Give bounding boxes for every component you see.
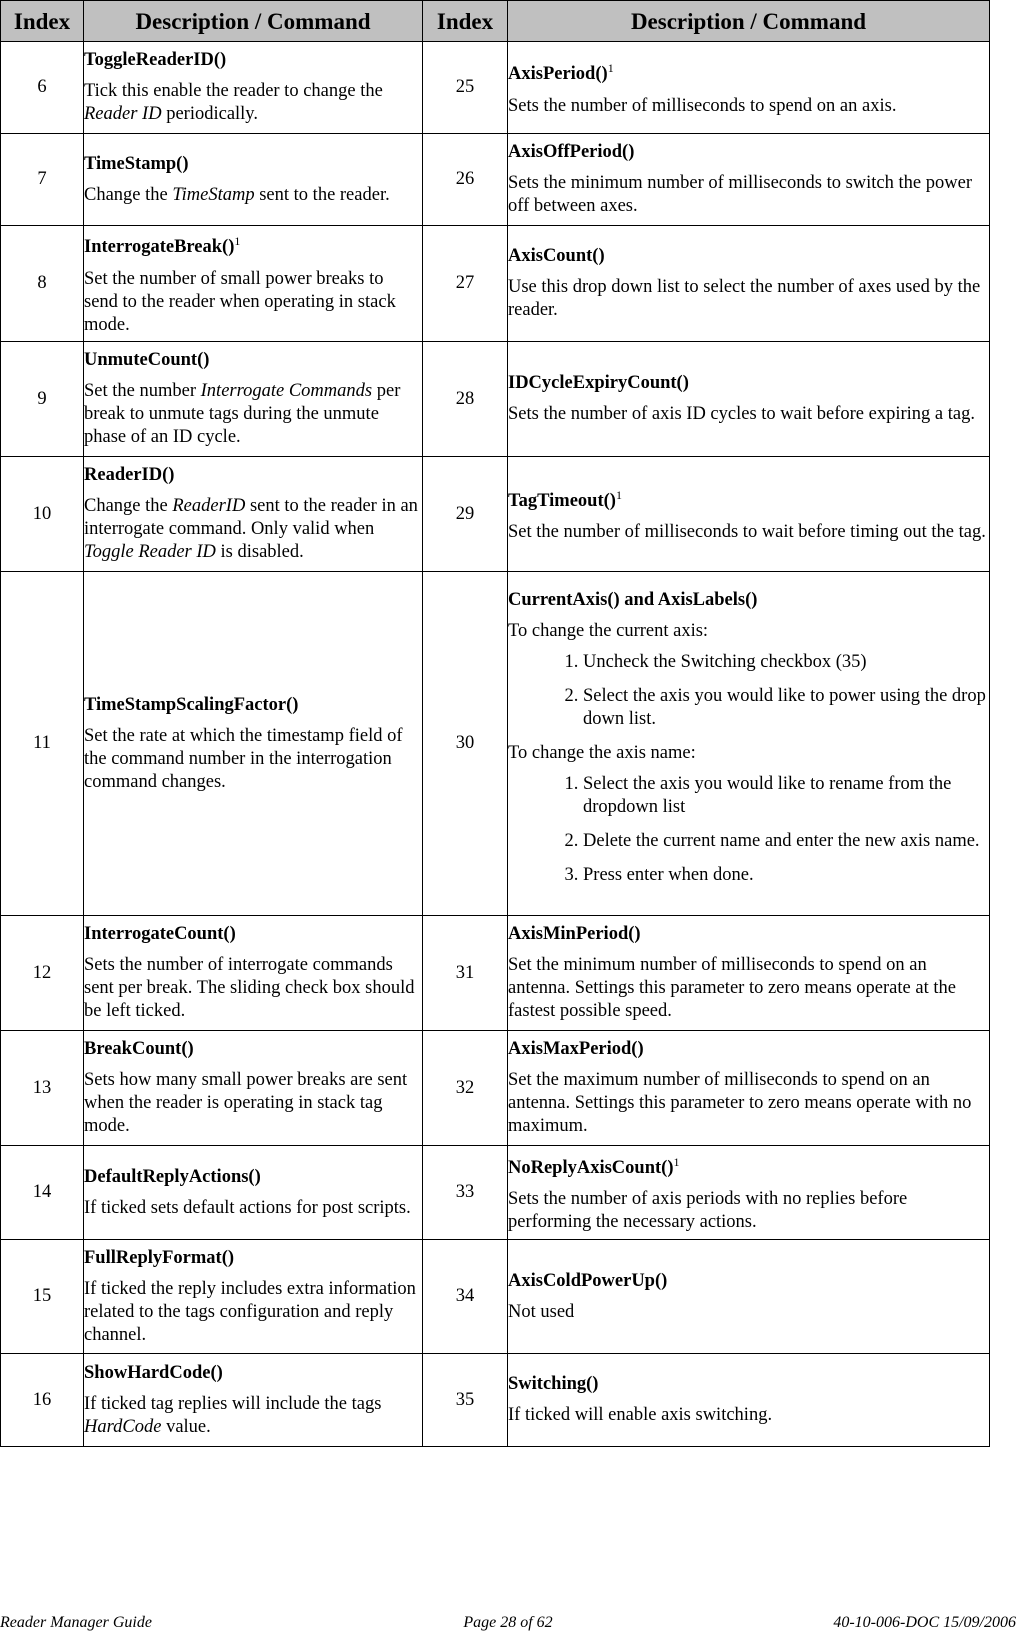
- list-item: 3. Press enter when done.: [583, 864, 989, 887]
- table-row: [1, 226, 990, 342]
- command-text: Set the number of small power breaks to send to the reader when operating in stack mode.: [84, 268, 396, 335]
- index-cell: 10: [1, 457, 84, 572]
- list-item: 1. Uncheck the Switching checkbox (35): [583, 651, 989, 674]
- command-text: Set the number of milliseconds to wait before timing out the tag.: [508, 522, 986, 543]
- command-text: Change the TimeStamp sent to the reader.: [84, 184, 390, 205]
- description-cell: [84, 1354, 423, 1447]
- command-name: ReaderID(): [84, 465, 175, 485]
- header-index-left: Index: [1, 1, 84, 42]
- description-cell: [508, 572, 990, 916]
- command-name: AxisColdPowerUp(): [508, 1270, 668, 1291]
- command-text: Set the minimum number of milliseconds to spend on an antenna. Settings this parameter to zero means operate at the fastest possible speed.: [508, 955, 956, 1021]
- index-cell: 16: [1, 1354, 84, 1447]
- description-cell: [84, 572, 423, 916]
- axis-intro-name: To change the axis name:: [508, 743, 696, 763]
- footer-doc-id: 40-10-006-DOC 15/09/2006: [833, 1614, 1016, 1631]
- table-row: [1, 342, 990, 457]
- footnote-marker: 1: [673, 1154, 680, 1169]
- table-row: [1, 42, 990, 134]
- command-text: If ticked the reply includes extra information related to the tags configuration and reply channel.: [84, 1278, 416, 1345]
- table-row: [1, 916, 990, 1031]
- index-cell: 34: [423, 1240, 508, 1354]
- index-cell: 33: [423, 1146, 508, 1240]
- command-name: ShowHardCode(): [84, 1362, 223, 1383]
- command-name: BreakCount(): [84, 1039, 194, 1059]
- command-name: TagTimeout()$^1$: [508, 487, 622, 512]
- footnote-marker: 1: [607, 61, 614, 76]
- index-cell: 6: [1, 42, 84, 134]
- command-text: Set the number Interrogate Commands per break to unmute tags during the unmute phase of an ID cycle.: [84, 381, 401, 447]
- table-row: [1, 572, 990, 916]
- command-name: AxisPeriod()$^1$: [508, 61, 614, 85]
- command-name: ToggleReaderID(): [84, 50, 227, 70]
- index-cell: 25: [423, 42, 508, 134]
- header-desc-left: Description / Command: [84, 1, 423, 42]
- index-cell: 13: [1, 1031, 84, 1146]
- command-name: AxisCount(): [508, 246, 605, 266]
- table-row: [1, 1031, 990, 1146]
- command-name: AxisOffPeriod(): [508, 142, 635, 162]
- list-item: 1. Select the axis you would like to rename from the dropdown list: [583, 773, 989, 819]
- axis-steps-name: [508, 773, 989, 887]
- command-text: Not used: [508, 1301, 575, 1322]
- command-text: Sets the number of milliseconds to spend on an axis.: [508, 95, 897, 116]
- command-text: Tick this enable the reader to change the Reader ID periodically.: [84, 81, 383, 124]
- footnote-marker: 1: [615, 487, 622, 502]
- command-name: UnmuteCount(): [84, 350, 210, 370]
- description-cell: [508, 1031, 990, 1146]
- command-name: InterrogateBreak()$^1$: [84, 234, 241, 258]
- description-cell: [84, 916, 423, 1031]
- description-cell: [508, 457, 990, 572]
- footer-page-number: Page 28 of 62: [463, 1614, 553, 1631]
- index-cell: 15: [1, 1240, 84, 1354]
- command-name: AxisMaxPeriod(): [508, 1039, 644, 1059]
- index-cell: 30: [423, 572, 508, 916]
- description-cell: [508, 226, 990, 342]
- list-item: 2. Delete the current name and enter the new axis name.: [583, 830, 989, 853]
- description-cell: [84, 226, 423, 342]
- index-cell: 35: [423, 1354, 508, 1447]
- description-cell: [84, 42, 423, 134]
- command-text: Sets the number of axis ID cycles to wait before expiring a tag.: [508, 404, 975, 424]
- table-row: [1, 457, 990, 572]
- description-cell: [508, 1240, 990, 1354]
- command-text: Use this drop down list to select the number of axes used by the reader.: [508, 277, 981, 320]
- table-row: [1, 1354, 990, 1447]
- description-cell: [508, 42, 990, 134]
- command-name: IDCycleExpiryCount(): [508, 373, 689, 393]
- axis-steps-current: [508, 651, 989, 731]
- axis-intro-current: To change the current axis:: [508, 621, 709, 641]
- command-name: AxisMinPeriod(): [508, 924, 641, 944]
- index-cell: 28: [423, 342, 508, 457]
- command-name: TimeStampScalingFactor(): [84, 694, 299, 715]
- command-name: TimeStamp(): [84, 153, 189, 174]
- description-cell: [84, 1031, 423, 1146]
- description-cell: [508, 916, 990, 1031]
- description-cell: [84, 1240, 423, 1354]
- index-cell: 11: [1, 572, 84, 916]
- list-item: 2. Select the axis you would like to power using the drop down list.: [583, 685, 989, 731]
- index-cell: 8: [1, 226, 84, 342]
- header-index-right: Index: [423, 1, 508, 42]
- command-text: Sets the number of axis periods with no replies before performing the necessary actions.: [508, 1189, 908, 1233]
- command-name: DefaultReplyActions(): [84, 1166, 261, 1187]
- description-cell: [84, 457, 423, 572]
- index-cell: 12: [1, 916, 84, 1031]
- footnote-marker: 1: [234, 234, 241, 249]
- command-text: If ticked tag replies will include the tags HardCode value.: [84, 1393, 382, 1437]
- description-cell: [84, 342, 423, 457]
- table-header-row: [1, 1, 990, 42]
- command-text: Sets the number of interrogate commands sent per break. The sliding check box should be left ticked.: [84, 955, 415, 1021]
- command-name: Switching(): [508, 1374, 599, 1394]
- table-row: [1, 1240, 990, 1354]
- index-cell: 29: [423, 457, 508, 572]
- command-text: If ticked will enable axis switching.: [508, 1405, 773, 1425]
- command-text: Set the rate at which the timestamp field of the command number in the interrogation command changes.: [84, 725, 403, 792]
- description-cell: [508, 342, 990, 457]
- command-text: Sets the minimum number of milliseconds to switch the power off between axes.: [508, 173, 972, 216]
- description-cell: [84, 1146, 423, 1240]
- command-text: Change the ReaderID sent to the reader in an interrogate command. Only valid when Toggle Reader ID is disabled.: [84, 496, 418, 562]
- table-row: [1, 134, 990, 226]
- description-cell: [508, 134, 990, 226]
- command-name: FullReplyFormat(): [84, 1247, 235, 1268]
- description-cell: [84, 134, 423, 226]
- table-row: [1, 1146, 990, 1240]
- index-cell: 7: [1, 134, 84, 226]
- command-text: Set the maximum number of milliseconds to spend on an antenna. Settings this parameter to zero means operate with no maximum.: [508, 1070, 972, 1136]
- header-desc-right: Description / Command: [508, 1, 990, 42]
- index-cell: 32: [423, 1031, 508, 1146]
- index-cell: 31: [423, 916, 508, 1031]
- footer-doc-title: Reader Manager Guide: [0, 1614, 152, 1631]
- command-text: Sets how many small power breaks are sent when the reader is operating in stack tag mode.: [84, 1070, 408, 1136]
- index-cell: 27: [423, 226, 508, 342]
- index-cell: 9: [1, 342, 84, 457]
- index-cell: 26: [423, 134, 508, 226]
- description-cell: [508, 1354, 990, 1447]
- command-name: InterrogateCount(): [84, 924, 236, 944]
- command-text: If ticked sets default actions for post scripts.: [84, 1197, 411, 1218]
- command-name: CurrentAxis() and AxisLabels(): [508, 590, 758, 610]
- description-cell: [508, 1146, 990, 1240]
- index-cell: 14: [1, 1146, 84, 1240]
- command-name: NoReplyAxisCount()$^1$: [508, 1154, 680, 1179]
